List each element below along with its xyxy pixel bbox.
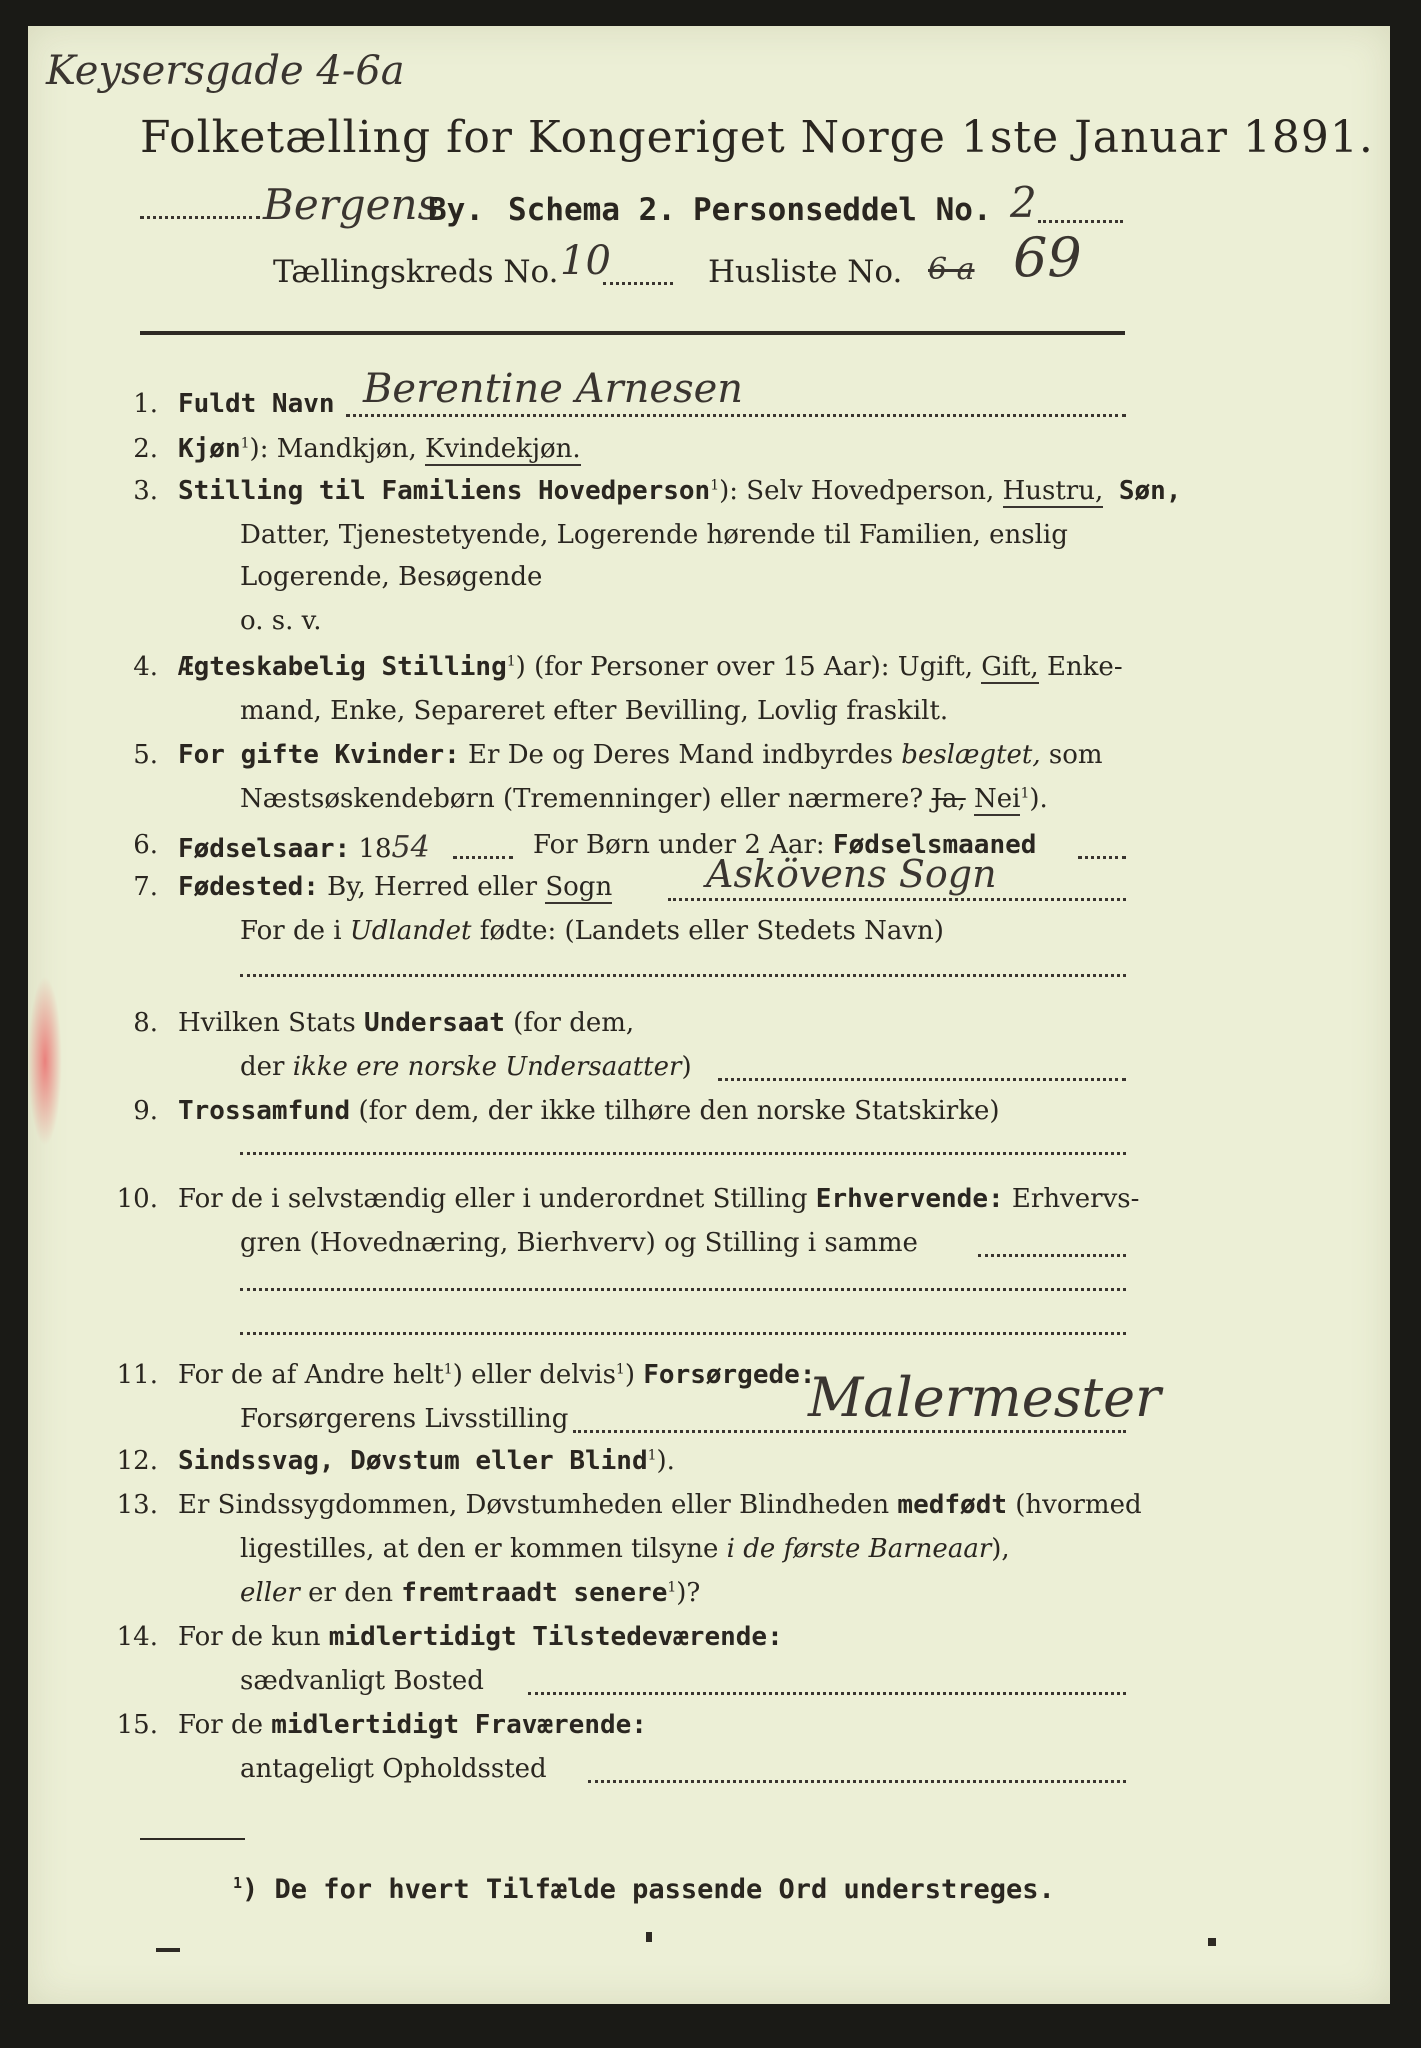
birthplace-abroad (240, 916, 944, 946)
birthplace-dots (668, 898, 1126, 901)
item-number: 12. (116, 1446, 158, 1476)
personseddel-label: Personseddel No. (693, 192, 992, 228)
position-options-a: ): Selv Hovedperson, (719, 476, 1003, 506)
item-number: 7. (133, 872, 158, 902)
footnote-mark: 1 (233, 1874, 243, 1892)
citizenship-label: Undersaat (363, 1008, 505, 1038)
probable-stay-label: antageligt Opholdssted (240, 1754, 547, 1784)
supporter-occupation-value: Malermester (808, 1366, 1161, 1429)
religion-line (178, 1096, 1000, 1126)
kreds-dots (603, 282, 673, 285)
item-number: 2. (133, 434, 158, 464)
congenital-line-3: eller er den fremtraadt senere$^1$)? (240, 1578, 701, 1608)
related-label: For gifte Kvinder: (178, 740, 460, 770)
item-number: 5. (133, 740, 158, 770)
probable-stay-dots (588, 1780, 1126, 1783)
marital-selected: Gift, (981, 652, 1039, 682)
temp-present-label: midlertidigt Tilstedeværende: (328, 1622, 783, 1652)
item-number: 15. (116, 1710, 158, 1740)
husliste-label: Husliste No. (708, 254, 903, 290)
position-options-b: Søn, (1103, 476, 1182, 506)
supporter-label: Forsørgerens Livsstilling (240, 1404, 569, 1434)
occupation-label: Erhvervende: (815, 1184, 1004, 1214)
religion-dots (240, 1152, 1126, 1155)
marital-options-b: Enke- (1038, 652, 1123, 682)
full-name-dots (346, 414, 1126, 417)
temp-absent-line (178, 1710, 647, 1740)
ink-mark (1208, 1938, 1216, 1946)
sex-line: Kjøn$^1$): Mandkjøn, Kvindekjøn. (178, 434, 581, 464)
personseddel-number: 2 (1010, 178, 1037, 227)
footnote-rule (140, 1838, 245, 1840)
abroad-text-b: fødte: (Landets eller Stedets Navn) (471, 916, 944, 946)
footnote-text: ) De for hvert Tilfælde passende Ord understreges. (242, 1874, 1055, 1905)
position-line-3: Logerende, Besøgende (240, 562, 543, 592)
item-number: 6. (133, 830, 158, 860)
red-stain (28, 976, 62, 1146)
occupation-line-1 (178, 1184, 1139, 1214)
kreds-label: Tællingskreds No. (273, 254, 559, 290)
citizenship-italic: ikke ere norske Undersaatter (292, 1052, 682, 1082)
supported-line-1: For de af Andre helt$^1$) eller delvis$^1$) Forsørgede: (178, 1360, 816, 1390)
supported-label: Forsørgede: (643, 1360, 816, 1390)
item-number: 8. (133, 1008, 158, 1038)
personseddel-dots (1038, 220, 1123, 223)
position-line-2: Datter, Tjenestetyende, Logerende hørende til Familien, enslig (240, 520, 1068, 550)
congenital-line2-italic: i de første Barneaar (726, 1534, 992, 1564)
birthyear-dots (453, 856, 513, 859)
item-number: 4. (133, 652, 158, 682)
citizenship-text-b: (for dem, (504, 1008, 635, 1038)
sex-label: Kjøn (178, 434, 241, 464)
abroad-italic: Udlandet (349, 916, 472, 946)
position-line-1: Stilling til Familiens Hovedperson$^1$): Selv Hovedperson, Hustru, Søn, (178, 476, 1182, 506)
occupation-dots-2 (240, 1288, 1126, 1291)
schema-label: Schema 2. (508, 192, 676, 228)
position-selected: Hustru, (1002, 476, 1104, 506)
disability-label: Sindssvag, Døvstum eller Blind (178, 1446, 648, 1476)
item-number: 11. (116, 1360, 158, 1390)
footnote (233, 1874, 1055, 1905)
usual-residence-dots (528, 1692, 1126, 1695)
disability-end: ). (656, 1446, 675, 1476)
header-rule (140, 331, 1125, 335)
usual-residence-label: sædvanligt Bosted (240, 1666, 484, 1696)
occupation-dots-1 (978, 1254, 1126, 1257)
city-dots (140, 216, 260, 219)
congenital-label: medfødt (897, 1490, 1007, 1520)
abroad-dots (240, 974, 1126, 977)
supported-text-b: ) eller delvis (452, 1360, 616, 1390)
birthplace-value: Askövens Sogn (706, 852, 997, 896)
temp-present-text: For de kun (178, 1622, 329, 1652)
occupation-text-a: For de i selvstændig eller i underordnet Stilling (178, 1184, 816, 1214)
congenital-line2-b: ), (991, 1534, 1010, 1564)
birthmonth-label: Fødselsmaaned (832, 830, 1037, 860)
birthplace-label: Fødested: (178, 872, 319, 902)
supported-text-c: ) (624, 1360, 644, 1390)
form-title: Folketælling for Kongeriget Norge 1ste Januar 1891. (140, 112, 1374, 163)
congenital-line3-italic: eller (240, 1578, 300, 1608)
marital-options-a: ) (for Personer over 15 Aar): Ugift, (515, 652, 982, 682)
related-text-a: Er De og Deres Mand indbyrdes (459, 740, 902, 770)
husliste-struck: 6 a (928, 252, 975, 287)
citizenship-line-1 (178, 1008, 634, 1038)
full-name-label: Fuldt Navn (178, 389, 335, 419)
kreds-number: 10 (560, 238, 611, 284)
congenital-line-1 (178, 1490, 1142, 1520)
abroad-text-a: For de i (240, 916, 350, 946)
citizenship-end: ) (681, 1052, 692, 1082)
marital-line-1: Ægteskabelig Stilling$^1$) (for Personer over 15 Aar): Ugift, Gift, Enke- (178, 652, 1123, 682)
position-label: Stilling til Familiens Hovedperson (178, 476, 711, 506)
address-annotation: Keysersgade 4-6a (46, 48, 405, 94)
related-selected: Nei (973, 784, 1021, 814)
city-label: By. (428, 192, 484, 228)
congenital-text-b: (hvormed (1007, 1490, 1142, 1520)
birthplace-line (178, 872, 612, 902)
related-line-2: Næstsøskendebørn (Tremenninger) eller nærmere? Ja, Nei$^1$). (240, 784, 1048, 814)
congenital-line3-bold: fremtraadt senere (401, 1578, 668, 1608)
item-number: 10. (116, 1184, 158, 1214)
occupation-text-b: Erhvervs- (1003, 1184, 1140, 1214)
husliste-number: 69 (1013, 226, 1082, 289)
related-text-b: som (1040, 740, 1103, 770)
supporter-dots (573, 1430, 1126, 1433)
marital-label: Ægteskabelig Stilling (178, 652, 507, 682)
temp-present-line (178, 1622, 783, 1652)
congenital-line3-b: )? (676, 1578, 701, 1608)
citizenship-dots (718, 1078, 1126, 1081)
full-name-value: Berentine Arnesen (363, 366, 744, 412)
sex-options: ): Mandkjøn, (249, 434, 425, 464)
congenital-text-a: Er Sindssygdommen, Døvstumheden eller Blindheden (178, 1490, 898, 1520)
item-number: 1. (133, 389, 158, 419)
related-italic: beslægtet, (901, 740, 1041, 770)
congenital-line3-a: er den (299, 1578, 402, 1608)
congenital-line2-a: ligestilles, at den er kommen tilsyne (240, 1534, 727, 1564)
birthmonth-text: For Børn under 2 Aar: (533, 830, 833, 860)
religion-text: (for dem, der ikke tilhøre den norske Statskirke) (350, 1096, 1000, 1126)
marital-line-2: mand, Enke, Separeret efter Bevilling, Lovlig fraskilt. (240, 696, 949, 726)
citizenship-text-a: Hvilken Stats (178, 1008, 364, 1038)
citizenship-line-2 (240, 1052, 692, 1082)
birthplace-selected: Sogn (545, 872, 613, 902)
birthyear-label: Fødselsaar: (178, 834, 351, 864)
item-number: 14. (116, 1622, 158, 1652)
citizenship-der: der (240, 1052, 293, 1082)
temp-absent-text: For de (178, 1710, 272, 1740)
birthyear-value: 54 (391, 830, 430, 865)
related-question: Næstsøskendebørn (Tremenninger) eller nærmere? (240, 784, 932, 814)
occupation-dots-3 (240, 1332, 1126, 1335)
item-number: 9. (133, 1096, 158, 1126)
related-struck: Ja, (931, 784, 966, 814)
sex-selected: Kvindekjøn. (424, 434, 581, 464)
congenital-line-2 (240, 1534, 1010, 1564)
birthmonth-dots (1078, 856, 1126, 859)
position-line-4: o. s. v. (240, 606, 322, 636)
occupation-line-2: gren (Hovednæring, Bierhverv) og Stilling i samme (240, 1228, 918, 1258)
related-end: ). (1029, 784, 1048, 814)
temp-absent-label: midlertidigt Fraværende: (271, 1710, 647, 1740)
disability-line: Sindssvag, Døvstum eller Blind$^1$). (178, 1446, 675, 1476)
related-line-1 (178, 740, 1103, 770)
ink-mark (156, 1948, 180, 1952)
item-number: 3. (133, 476, 158, 506)
supported-text-a: For de af Andre helt (178, 1360, 444, 1390)
item-number: 13. (116, 1490, 158, 1520)
birthyear-prefix: 18 (350, 834, 392, 864)
religion-label: Trossamfund (178, 1096, 351, 1126)
city-handwritten: Bergens (263, 180, 440, 229)
birthplace-text: By, Herred eller (318, 872, 546, 902)
birthyear-line (178, 830, 430, 865)
ink-mark (646, 1932, 652, 1942)
census-form-sheet (28, 26, 1390, 2004)
